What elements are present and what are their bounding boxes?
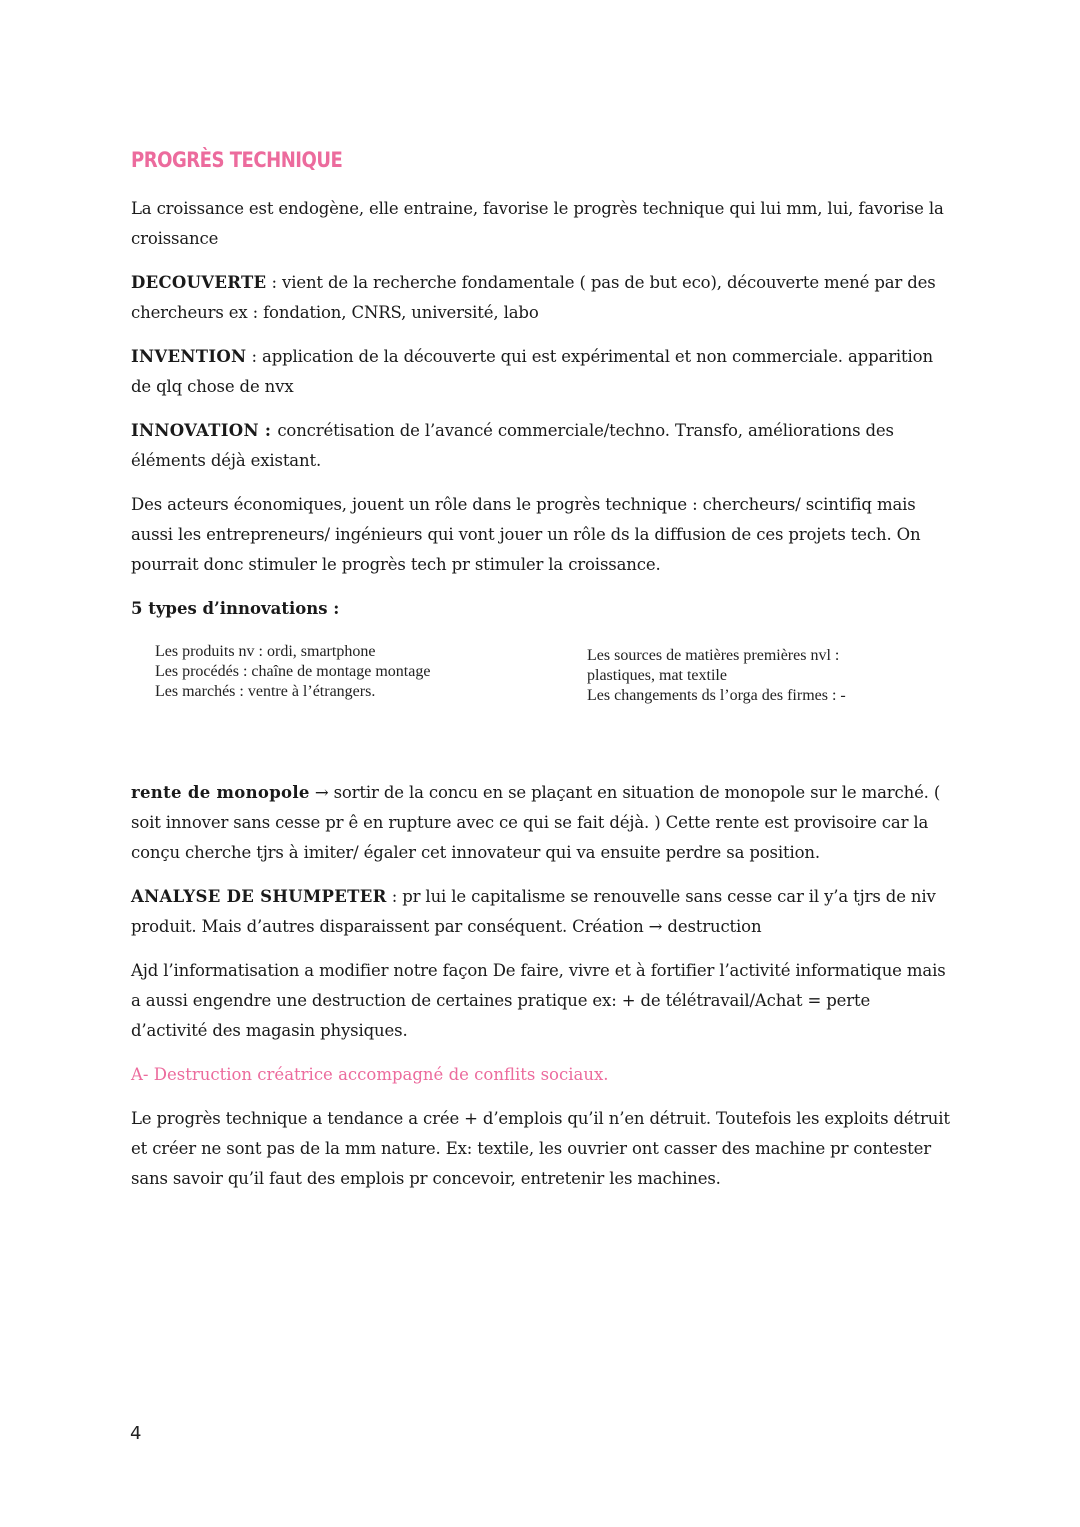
innovation-types-heading: 5 types d’innovations :	[131, 599, 340, 618]
definition-text: application de la découverte qui est expérimental et non commerciale. apparition de qlq chose de nvx	[131, 347, 933, 396]
rente-term: rente de monopole	[131, 783, 310, 802]
final-paragraph: Le progrès technique a tendance a crée + d’emplois qu’il n’en détruit. Toutefois les exploits détruit et créer ne sont pas de la mm nature. Ex: textile, les ouvrier ont casser des machine pr contester sans savoir qu’il faut des emplois pr concevoir, entretenir les machines.	[131, 1109, 950, 1188]
definition-term: INVENTION	[131, 347, 247, 366]
innovation-type-item: plastiques, mat textile	[587, 667, 727, 684]
innovation-types-list	[131, 638, 951, 778]
innovation-type-item: Les changements ds l’orga des firmes : -	[587, 687, 846, 704]
definition-separator: :	[258, 421, 278, 440]
innovation-types-right-column	[587, 646, 947, 706]
innovation-type-item: Les produits nv : ordi, smartphone	[155, 643, 376, 660]
definition-text: concrétisation de l’avancé commerciale/techno. Transfo, améliorations des éléments déjà existant.	[131, 421, 894, 470]
definition-separator: :	[266, 273, 283, 292]
page-content	[131, 146, 951, 1208]
innovation-type-item: Les marchés : ventre à l’étrangers.	[155, 683, 376, 700]
innovation-types-left-column	[155, 642, 575, 702]
section-subheading: A- Destruction créatrice accompagné de conflits sociaux.	[131, 1065, 609, 1084]
definition-invention	[131, 342, 951, 402]
definition-separator: :	[246, 347, 263, 366]
schumpeter-term: ANALYSE DE SHUMPETER	[131, 887, 387, 906]
definition-decouverte	[131, 268, 951, 328]
definition-text: vient de la recherche fondamentale ( pas de but eco), découverte mené par des chercheurs ex : fondation, CNRS, université, labo	[131, 273, 936, 322]
rente-paragraph	[131, 778, 951, 868]
definition-innovation	[131, 416, 951, 476]
schumpeter-text: : pr lui le capitalisme se renouvelle sans cesse car il y’a tjrs de niv produit. Mais d’autres disparaissent par conséquent. Création → destruction	[131, 887, 936, 936]
definition-term: DECOUVERTE	[131, 273, 267, 292]
definition-term: INNOVATION	[131, 421, 259, 440]
innovation-type-item: Les procédés : chaîne de montage montage	[155, 663, 431, 680]
informatisation-paragraph: Ajd l’informatisation a modifier notre façon De faire, vivre et à fortifier l’activité informatique mais a aussi engendre une destruction de certaines pratique ex: + de télétravail/Achat = perte d’activité des magasin physiques.	[131, 961, 946, 1040]
intro-paragraph: La croissance est endogène, elle entraine, favorise le progrès technique qui lui mm, lui, favorise la croissance	[131, 199, 944, 248]
rente-text: → sortir de la concu en se plaçant en situation de monopole sur le marché. ( soit innover sans cesse pr ê en rupture avec ce qui se fait déjà. ) Cette rente est provisoire car la conçu cherche tjrs à imiter/ égaler cet innovateur qui va ensuite perdre sa position.	[131, 783, 941, 862]
page-number: 4	[130, 1423, 142, 1444]
page-title: PROGRÈS TECHNIQUE	[131, 148, 343, 172]
actors-paragraph: Des acteurs économiques, jouent un rôle dans le progrès technique : chercheurs/ scintifiq mais aussi les entrepreneurs/ ingénieurs qui vont jouer un rôle ds la diffusion de ces projets tech. On pourrait donc stimuler le progrès tech pr stimuler la croissance.	[131, 495, 921, 574]
schumpeter-paragraph	[131, 882, 951, 942]
innovation-type-item: Les sources de matières premières nvl :	[587, 647, 840, 664]
